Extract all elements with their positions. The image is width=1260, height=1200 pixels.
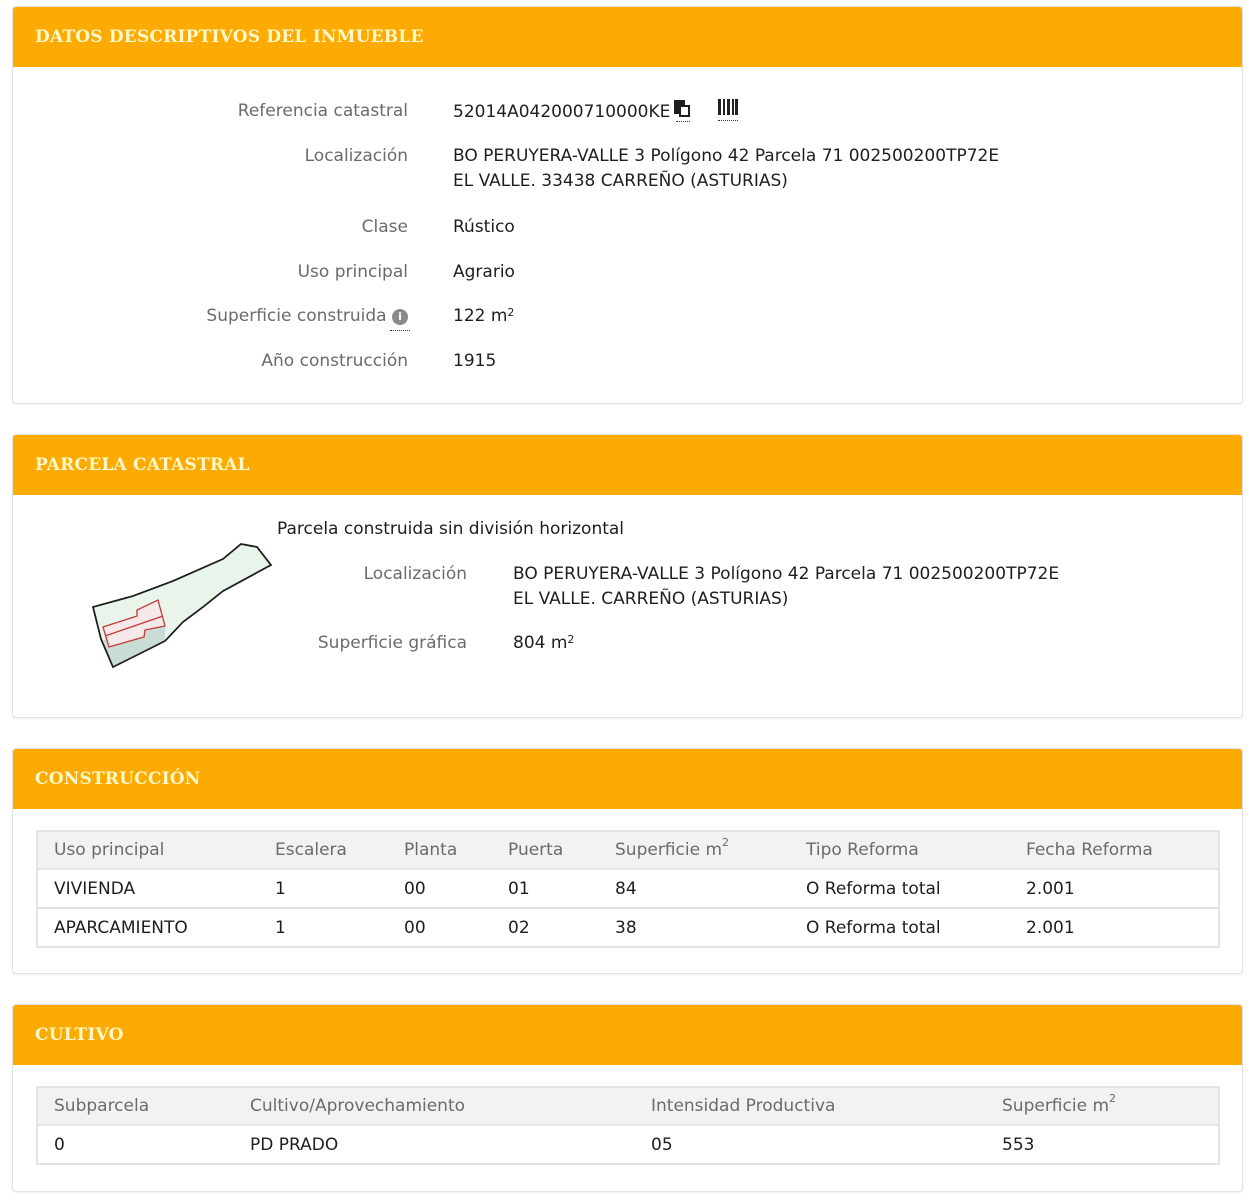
panel-header bbox=[13, 749, 1242, 809]
panel-title: CONSTRUCCIÓN bbox=[35, 769, 201, 789]
col-escalera: Escalera bbox=[259, 831, 388, 869]
panel-title: DATOS DESCRIPTIVOS DEL INMUEBLE bbox=[35, 27, 424, 47]
col-subparcela: Subparcela bbox=[37, 1087, 234, 1125]
referencia-text: 52014A042000710000KE bbox=[453, 102, 671, 122]
cultivo-panel bbox=[12, 1004, 1243, 1192]
cell-escalera: 1 bbox=[259, 869, 388, 908]
col-uso-principal: Uso principal bbox=[37, 831, 259, 869]
label-uso-principal: Uso principal bbox=[297, 262, 408, 282]
label-localizacion: Localización bbox=[304, 146, 408, 166]
value-parcela-localizacion-line1: BO PERUYERA-VALLE 3 Polígono 42 Parcela 71 002500200TP72E bbox=[513, 564, 1060, 584]
cell-superficie: 84 bbox=[599, 869, 790, 908]
panel-header bbox=[13, 7, 1242, 67]
construccion-panel bbox=[12, 748, 1243, 974]
value-ano-construccion: 1915 bbox=[453, 351, 497, 371]
col-fecha-reforma: Fecha Reforma bbox=[1010, 831, 1219, 869]
barcode-icon[interactable] bbox=[718, 99, 738, 121]
value-localizacion-line2: EL VALLE. 33438 CARREÑO (ASTURIAS) bbox=[453, 171, 788, 191]
label-superficie-grafica: Superficie gráfica bbox=[317, 633, 467, 653]
cell-intensidad: 05 bbox=[635, 1125, 986, 1164]
cell-escalera: 1 bbox=[259, 908, 388, 947]
cell-fecha-reforma: 2.001 bbox=[1010, 869, 1219, 908]
col-intensidad: Intensidad Productiva bbox=[635, 1087, 986, 1125]
panel-title: CULTIVO bbox=[35, 1025, 124, 1045]
superficie-construida-text: Superficie construida bbox=[206, 306, 387, 326]
cell-planta: 00 bbox=[388, 869, 492, 908]
label-parcela-localizacion: Localización bbox=[363, 564, 467, 584]
value-uso-principal: Agrario bbox=[453, 262, 515, 282]
value-superficie-construida bbox=[453, 304, 514, 329]
panel-header bbox=[13, 1005, 1242, 1065]
cell-superficie: 553 bbox=[986, 1125, 1219, 1164]
label-ano-construccion: Año construcción bbox=[261, 351, 408, 371]
superscript: 2 bbox=[1109, 1092, 1117, 1105]
label-superficie-construida bbox=[108, 304, 408, 329]
col-planta: Planta bbox=[388, 831, 492, 869]
cell-subparcela: 0 bbox=[37, 1125, 234, 1164]
cell-tipo-reforma: O Reforma total bbox=[790, 869, 1010, 908]
panel-title: PARCELA CATASTRAL bbox=[35, 455, 250, 475]
table-row bbox=[37, 1125, 1219, 1164]
table-row bbox=[37, 908, 1219, 947]
superficie-header-text: Superficie m bbox=[615, 840, 723, 860]
col-superficie bbox=[599, 831, 790, 869]
col-tipo-reforma: Tipo Reforma bbox=[790, 831, 1010, 869]
parcela-subtitle bbox=[277, 517, 624, 542]
cell-superficie: 38 bbox=[599, 908, 790, 947]
superscript: 2 bbox=[507, 306, 515, 319]
col-cultivo: Cultivo/Aprovechamiento bbox=[234, 1087, 635, 1125]
table-header-row bbox=[37, 831, 1219, 869]
cell-puerta: 02 bbox=[492, 908, 599, 947]
value-clase: Rústico bbox=[453, 217, 515, 237]
info-icon[interactable]: i bbox=[392, 309, 408, 325]
table-header-row bbox=[37, 1087, 1219, 1125]
col-puerta: Puerta bbox=[492, 831, 599, 869]
datos-descriptivos-panel bbox=[12, 6, 1243, 404]
cell-planta: 00 bbox=[388, 908, 492, 947]
cell-puerta: 01 bbox=[492, 869, 599, 908]
value-localizacion-line1: BO PERUYERA-VALLE 3 Polígono 42 Parcela 71 002500200TP72E bbox=[453, 146, 1000, 166]
cell-uso: VIVIENDA bbox=[37, 869, 259, 908]
cell-uso: APARCAMIENTO bbox=[37, 908, 259, 947]
cell-cultivo: PD PRADO bbox=[234, 1125, 635, 1164]
cell-fecha-reforma: 2.001 bbox=[1010, 908, 1219, 947]
table-row bbox=[37, 869, 1219, 908]
panel-header bbox=[13, 435, 1242, 495]
copy-icon[interactable] bbox=[674, 100, 692, 120]
parcela-catastral-panel bbox=[12, 434, 1243, 718]
superficie-grafica-value: 804 m bbox=[513, 633, 568, 653]
subtitle-text: Parcela construida sin división horizontal bbox=[277, 519, 625, 539]
label-referencia-catastral: Referencia catastral bbox=[237, 101, 408, 121]
cultivo-table bbox=[36, 1086, 1220, 1165]
label-clase: Clase bbox=[361, 217, 408, 237]
parcel-map-thumbnail[interactable] bbox=[73, 539, 273, 679]
construccion-table bbox=[36, 830, 1220, 948]
value-superficie-grafica bbox=[513, 631, 574, 656]
col-superficie bbox=[986, 1087, 1219, 1125]
superscript: 2 bbox=[567, 633, 575, 646]
superficie-header-text: Superficie m bbox=[1002, 1096, 1110, 1116]
cell-tipo-reforma: O Reforma total bbox=[790, 908, 1010, 947]
superscript: 2 bbox=[722, 836, 730, 849]
value-parcela-localizacion-line2: EL VALLE. CARREÑO (ASTURIAS) bbox=[513, 589, 789, 609]
superficie-construida-value: 122 m bbox=[453, 306, 508, 326]
value-referencia-catastral bbox=[453, 99, 738, 125]
